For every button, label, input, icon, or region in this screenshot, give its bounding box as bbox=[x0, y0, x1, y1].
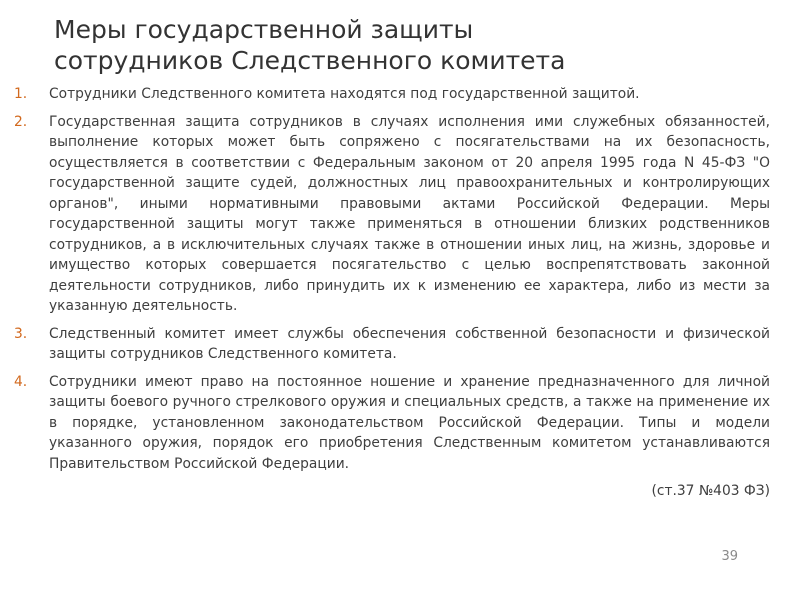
slide-title-line-1: Меры государственной защиты bbox=[54, 15, 474, 44]
list-item bbox=[14, 372, 770, 475]
list-item-number: 4. bbox=[14, 373, 28, 390]
law-citation: (ст.37 №403 ФЗ) bbox=[651, 483, 770, 499]
slide-content bbox=[14, 84, 770, 502]
list-item-text: Следственный комитет имеет службы обеспечения собственной безопасности и физической защиты сотрудников Следственного комитета. bbox=[49, 325, 770, 362]
list-item bbox=[14, 84, 770, 105]
page-number: 39 bbox=[721, 549, 738, 564]
slide-title bbox=[54, 14, 774, 76]
list-item-text: Государственная защита сотрудников в случаях исполнения ими служебных обязанностей, выполнение которых может быть сопряжено с посягательствами на их безопасность, осуществляется в соответствии с Федеральным законом от 20 апреля 1995 года N 45-ФЗ "О государственной защите судей, должностных лиц правоохранительных и контролирующих органов", иными нормативными правовыми актами Российской Федерации. Меры государственной защиты могут также применяться в отношении близких родственников сотрудников, а в исключительных случаях также в отношении иных лиц, на жизнь, здоровье и имущество которых совершается посягательство с целью воспрепятствовать законной деятельности сотрудников, либо принудить их к изменению ее характера, либо из мести за указанную деятельность. bbox=[49, 113, 770, 314]
list-item-text: Сотрудники Следственного комитета находятся под государственной защитой. bbox=[49, 86, 640, 102]
list-item-number: 3. bbox=[14, 325, 28, 342]
slide-title-line-2: сотрудников Следственного комитета bbox=[54, 46, 566, 75]
list-item bbox=[14, 112, 770, 317]
list-item-text: Сотрудники имеют право на постоянное ношение и хранение предназначенного для личной защиты боевого ручного стрелкового оружия и специальных средств, а также на применение их в порядке, установленном законодательством Российской Федерации. Типы и модели указанного оружия, порядок его приобретения Следственным комитетом устанавливаются Правительством Российской Федерации. bbox=[49, 373, 770, 472]
list-item-number: 2. bbox=[14, 113, 28, 130]
list-item bbox=[14, 324, 770, 365]
numbered-list bbox=[14, 84, 770, 474]
list-item-number: 1. bbox=[14, 86, 28, 102]
